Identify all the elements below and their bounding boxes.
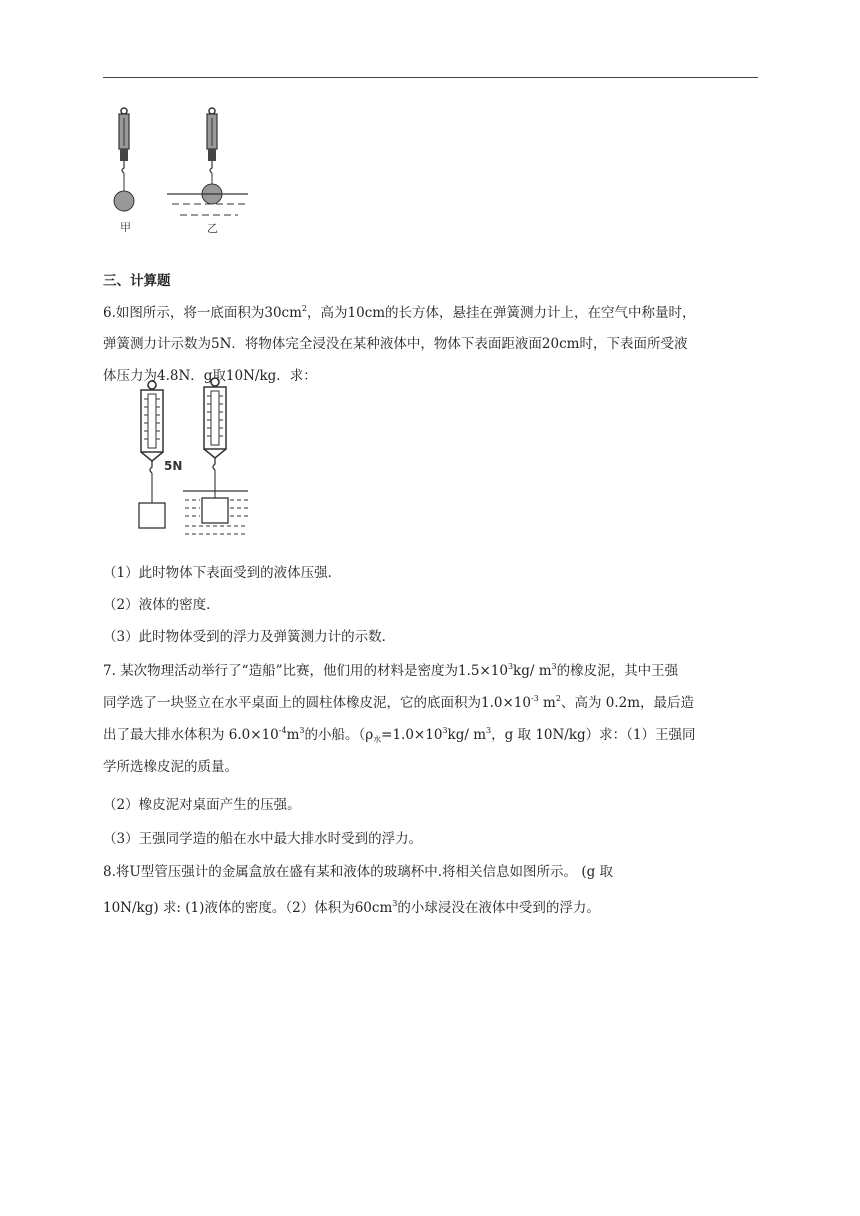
section-title: 三、计算题: [103, 273, 171, 289]
spring-scale-figure-2: [130, 377, 250, 537]
q6-sub-3: （3）此时物体受到的浮力及弹簧测力计的示数．: [103, 629, 396, 645]
q6-sub-2: （2）液体的密度．: [103, 597, 220, 613]
q6-line-2: 弹簧测力计示数为5N．将物体完全浸没在某种液体中，物体下表面距液面20cm时，下表面所受液: [103, 336, 688, 352]
q7-sub-2: （2）橡皮泥对桌面产生的压强。: [103, 797, 301, 813]
figure-label-yi: 乙: [207, 222, 218, 235]
scale-reading-label: 5N: [164, 459, 183, 473]
q7-sub-3: （3）王强同学造的船在水中最大排水时受到的浮力。: [103, 831, 423, 847]
q7-line-2: 同学选了一块竖立在水平桌面上的圆柱体橡皮泥，它的底面积为$1.0\times 10^{-3}$ $m^2$、高为 0.2m，最后造: [103, 694, 695, 711]
q7-line-3: 出了最大排水体积为 $6.0\times 10^{-4}m^3$的小船。（$\rho_水=1.0\times 10^3kg/$ $m^3$，g 取 10N/kg）求：（1）王强同: [103, 726, 696, 744]
q6-line-1: 6.如图所示，将一底面积为$30cm^2$，高为10cm的长方体，悬挂在弹簧测力计上，在空气中称量时，: [103, 304, 696, 321]
q8-line-1: 8.将U型管压强计的金属盒放在盛有某和液体的玻璃杯中.将相关信息如图所示。 (g 取: [103, 864, 614, 880]
q6-line-3: 体压力为4.8N．g取10N/kg．求：: [103, 368, 317, 384]
q7-line-4: 学所选橡皮泥的质量。: [103, 759, 238, 775]
figure-label-jia: 甲: [120, 221, 131, 234]
q6-sub-1: （1）此时物体下表面受到的液体压强．: [103, 565, 342, 581]
q8-line-2: 10N/kg) 求: (1)液体的密度。（2）体积为$60cm^3$的小球浸没在液体中受到的浮力。: [103, 899, 600, 916]
q7-line-1: 7. 某次物理活动举行了“造船”比赛，他们用的材料是密度为$1.5\times 10^3kg/$ $m^3$的橡皮泥，其中王强: [103, 662, 679, 679]
spring-scale-figure-1: [100, 100, 260, 235]
header-rule: [103, 77, 758, 78]
